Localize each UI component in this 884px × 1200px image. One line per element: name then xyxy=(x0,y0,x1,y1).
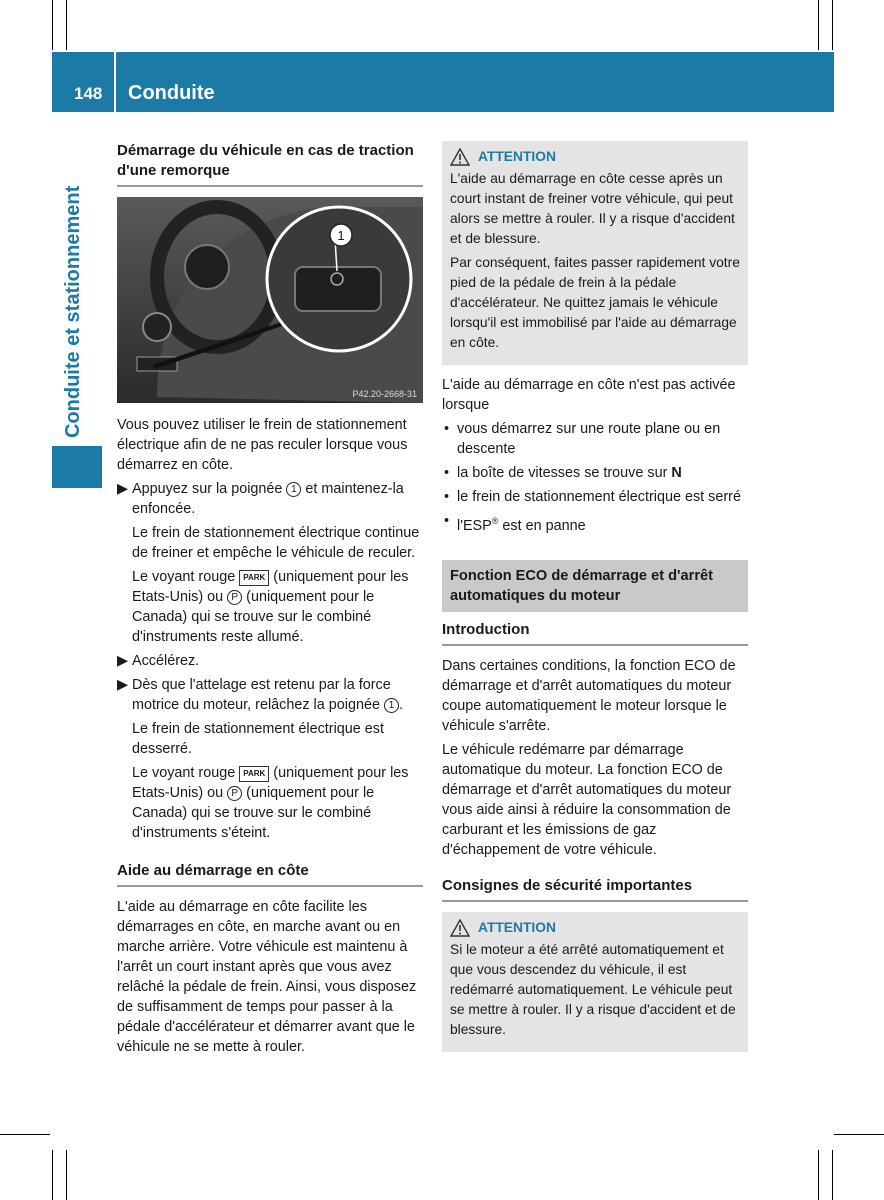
hill-start-paragraph: L'aide au démarrage en côte facilite les démarrages en côte, en marche avant ou en marche arrière. Votre véhicule est maintenu à l'arrêt un court instant après que vous avez relâché la pédale de frein. Ainsi, vous disposez de suffisamment de temps pour passer à la pédale d'accélérateur et démarrer avant que le véhicule ne se mette à rouler. xyxy=(117,899,417,1055)
condition-text: l'ESP xyxy=(457,517,492,534)
condition-text: est en panne xyxy=(498,517,586,534)
crop-mark xyxy=(52,1150,53,1200)
warning-text: Par conséquent, faites passer rapidement votre pied de la pédale de frein à la pédale d'accélérateur. Ne quittez jamais le véhicule lorsqu'il est immobilisé par l'aide au démarrage en côte. xyxy=(450,255,740,350)
crop-mark xyxy=(834,1134,884,1135)
not-active-intro: L'aide au démarrage en côte n'est pas activée lorsque xyxy=(442,377,736,413)
lamp-text: (uniquement pour les Etats-Unis) ou xyxy=(132,765,409,801)
crop-mark xyxy=(66,1150,67,1200)
arrow-icon: ▶ xyxy=(117,677,129,693)
callout-number: 1 xyxy=(384,698,399,713)
eco-section-title: Fonction ECO de démarrage et d'arrêt automatiques du moteur xyxy=(442,560,748,612)
crop-mark xyxy=(0,1134,50,1135)
warning-box xyxy=(442,141,748,365)
crop-mark xyxy=(52,0,53,50)
left-column xyxy=(117,141,423,1061)
condition-text: le frein de stationnement électrique est serré xyxy=(457,489,741,505)
condition-item: • l'ESP® est en panne xyxy=(444,513,586,534)
registered-mark: ® xyxy=(491,516,499,526)
warning-header xyxy=(450,918,740,938)
warning-header xyxy=(450,147,740,167)
intro-paragraph: Vous pouvez utiliser le frein de stationnement électrique afin de ne pas reculer lorsque vous démarrez en côte. xyxy=(117,417,408,473)
side-tab-label: Conduite et stationnement xyxy=(62,185,84,438)
condition-text: la boîte de vitesses se trouve sur xyxy=(457,465,672,481)
step-item xyxy=(117,675,423,715)
arrow-icon: ▶ xyxy=(117,653,129,669)
step-text: et maintenez-la enfoncée. xyxy=(132,481,404,517)
lamp-text: Le voyant rouge xyxy=(132,569,240,585)
introduction-title: Introduction xyxy=(442,620,748,646)
condition-text: vous démarrez sur une route plane ou en descente xyxy=(457,421,721,457)
right-column xyxy=(442,141,748,1052)
gear-letter: N xyxy=(671,465,682,481)
step-detail: Le frein de stationnement électrique est desserré. xyxy=(132,721,384,757)
section-title-hill-start: Aide au démarrage en côte xyxy=(117,861,423,887)
parking-indicator-icon: P xyxy=(227,786,242,801)
lamp-note xyxy=(117,763,423,843)
lamp-text: (uniquement pour les Etats-Unis) ou xyxy=(132,569,409,605)
dashboard-photo xyxy=(117,197,423,403)
warning-triangle-icon xyxy=(450,919,470,937)
safety-title: Consignes de sécurité importantes xyxy=(442,876,748,902)
arrow-icon: ▶ xyxy=(117,481,129,497)
condition-item: • vous démarrez sur une route plane ou en descente xyxy=(444,421,721,457)
section-title-trailer-start: Démarrage du véhicule en cas de traction d'une remorque xyxy=(117,141,423,187)
lamp-text: (uniquement pour le Canada) qui se trouve sur le combiné d'instruments s'éteint. xyxy=(132,785,375,841)
step-detail: Le frein de stationnement électrique continue de freiner et empêche le véhicule de reculer. xyxy=(132,525,420,561)
crop-mark xyxy=(66,0,67,50)
park-indicator-icon: PARK xyxy=(239,570,269,586)
lamp-text: Le voyant rouge xyxy=(132,765,240,781)
warning-text: Si le moteur a été arrêté automatiquement et que vous descendez du véhicule, il est redémarré automatiquement. Le véhicule peut se mettre à rouler. Il y a risque d'accident et de blessure. xyxy=(450,941,736,1037)
side-tab-block xyxy=(52,446,102,488)
step-text: Dès que l'attelage est retenu par la force motrice du moteur, relâchez la poignée xyxy=(132,677,391,713)
step-text: Appuyez sur la poignée xyxy=(132,481,287,497)
condition-item: • la boîte de vitesses se trouve sur N xyxy=(444,465,682,481)
parking-indicator-icon: P xyxy=(227,590,242,605)
crop-mark xyxy=(818,1150,819,1200)
photo-callout: 1 xyxy=(337,228,345,243)
callout-number: 1 xyxy=(286,482,301,497)
warning-title: ATTENTION xyxy=(478,149,556,164)
page-number: 148 xyxy=(74,84,103,103)
intro-paragraph: Le véhicule redémarre par démarrage automatique du moteur. La fonction ECO de démarrage et d'arrêt automatiques du moteur vous aide ainsi à réduire la consommation de carburant et les émissions de gaz d'échappement de votre véhicule. xyxy=(442,741,732,858)
park-indicator-icon: PARK xyxy=(239,766,269,782)
crop-mark xyxy=(832,1150,833,1200)
page-title: Conduite xyxy=(128,82,215,104)
crop-mark xyxy=(818,0,819,50)
warning-title: ATTENTION xyxy=(478,919,556,935)
step-item xyxy=(117,651,423,671)
warning-box xyxy=(442,912,748,1052)
intro-paragraph: Dans certaines conditions, la fonction ECO de démarrage et d'arrêt automatiques du moteur coupe automatiquement le moteur lorsque le véhicule s'arrête. xyxy=(442,657,736,734)
crop-mark xyxy=(832,0,833,50)
warning-text: L'aide au démarrage en côte cesse après un court instant de freiner votre véhicule, qui peut alors se mettre à rouler. Il y a risque d'accident et de blessure. xyxy=(450,171,735,246)
step-text: . xyxy=(398,697,403,713)
header-bar xyxy=(116,52,834,112)
step-item xyxy=(117,479,423,519)
lamp-note xyxy=(117,567,423,647)
photo-caption: P42.20-2668-31 xyxy=(352,389,417,399)
condition-item: • le frein de stationnement électrique est serré xyxy=(444,489,741,505)
dashboard-illustration xyxy=(117,197,423,403)
warning-triangle-icon xyxy=(450,148,470,166)
lamp-text: (uniquement pour le Canada) qui se trouve sur le combiné d'instruments reste allumé. xyxy=(132,589,375,645)
step-text: Accélérez. xyxy=(132,653,200,669)
